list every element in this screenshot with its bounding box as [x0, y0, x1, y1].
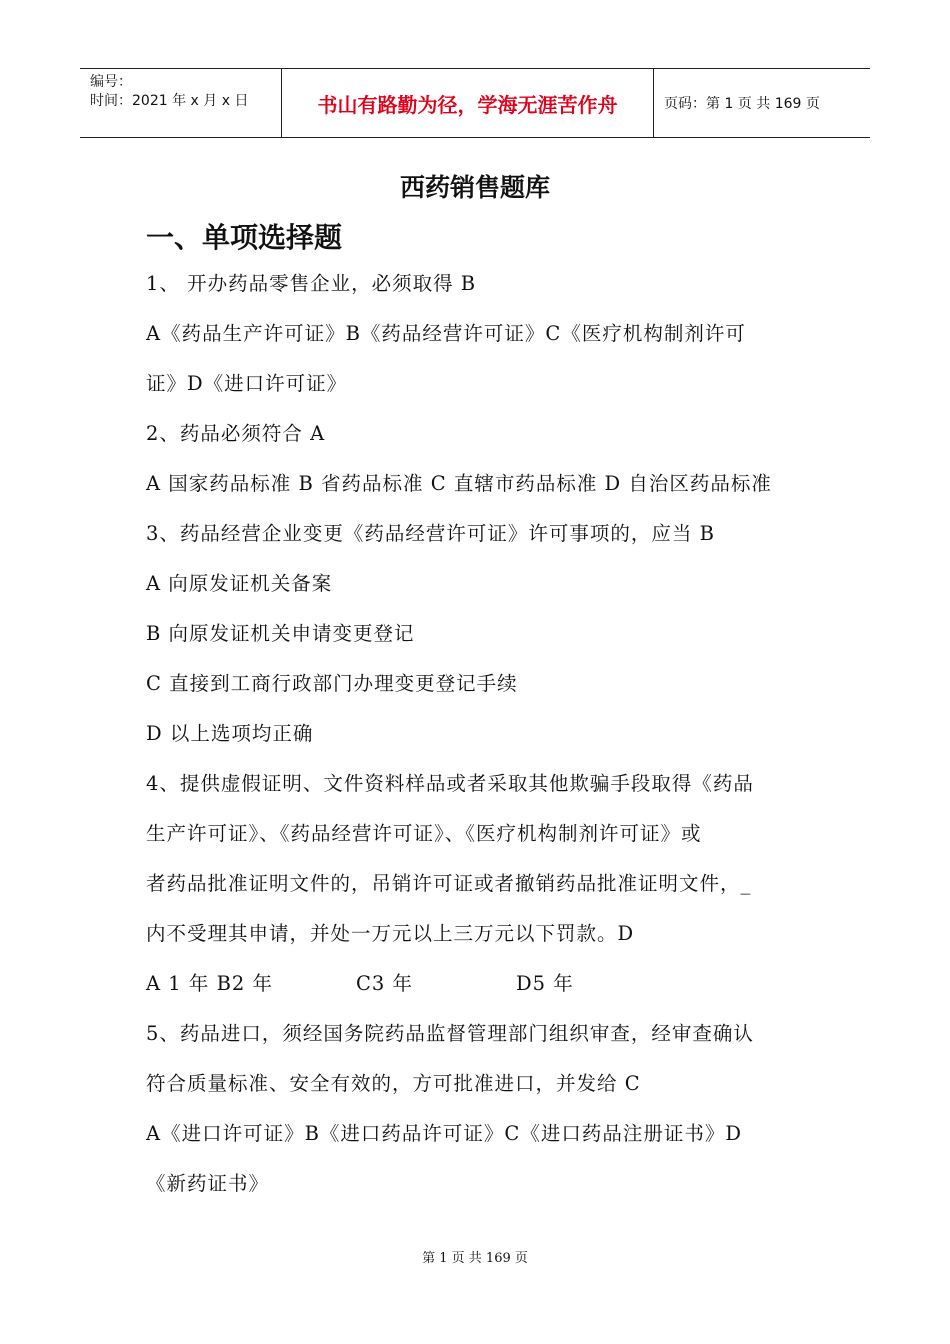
page-header: [80, 68, 870, 138]
doc-time-label: 时间：2021 年 x 月 x 日: [90, 93, 249, 109]
doc-code-label: 编号：: [90, 74, 132, 90]
text-line: 者药品批准证明文件的，吊销许可证或者撤销药品批准证明文件，_: [146, 872, 752, 895]
text-line: 5、药品进口，须经国务院药品监督管理部门组织审查，经审查确认: [146, 1022, 754, 1045]
question-body: [146, 264, 826, 1214]
text-line: C 直接到工商行政部门办理变更登记手续: [146, 672, 518, 695]
page-footer: 第 1 页 共 169 页: [422, 1251, 528, 1266]
header-page-info: 页码：第 1 页 共 169 页: [664, 96, 820, 112]
text-line: B 向原发证机关申请变更登记: [146, 622, 415, 645]
header-meta: [80, 69, 282, 137]
text-line: A《进口许可证》B《进口药品许可证》C《进口药品注册证书》D: [146, 1122, 742, 1145]
text-line: 3、药品经营企业变更《药品经营许可证》许可事项的，应当 B: [146, 522, 715, 545]
text-line: 内不受理其申请，并处一万元以上三万元以下罚款。D: [146, 922, 635, 945]
text-line: 1、 开办药品零售企业，必须取得 B: [146, 272, 477, 295]
q4-options: [146, 964, 826, 1014]
document-title: 西药销售题库: [399, 173, 550, 202]
text-line: 生产许可证》、《药品经营许可证》、《医疗机构制剂许可证》或: [146, 822, 702, 845]
q4-option-ab: A 1 年 B2 年: [146, 972, 274, 995]
text-line: 符合质量标准、安全有效的，方可批准进口，并发给 C: [146, 1072, 641, 1095]
text-line: 2、药品必须符合 A: [146, 422, 326, 445]
text-line: A 国家药品标准 B 省药品标准 C 直辖市药品标准 D 自治区药品标准: [146, 472, 772, 495]
header-motto: 书山有路勤为径，学海无涯苦作舟: [282, 69, 654, 137]
text-line: A《药品生产许可证》B《药品经营许可证》C《医疗机构制剂许可: [146, 322, 746, 345]
text-line: 《新药证书》: [146, 1172, 270, 1195]
q4-option-d: D5 年: [516, 972, 574, 995]
text-line: 4、提供虚假证明、文件资料样品或者采取其他欺骗手段取得《药品: [146, 772, 754, 795]
text-line: A 向原发证机关备案: [146, 572, 333, 595]
text-line: 证》D《进口许可证》: [146, 372, 348, 395]
section-heading: 一、单项选择题: [146, 221, 343, 254]
q4-option-c: C3 年: [356, 972, 414, 995]
text-line: D 以上选项均正确: [146, 722, 314, 745]
